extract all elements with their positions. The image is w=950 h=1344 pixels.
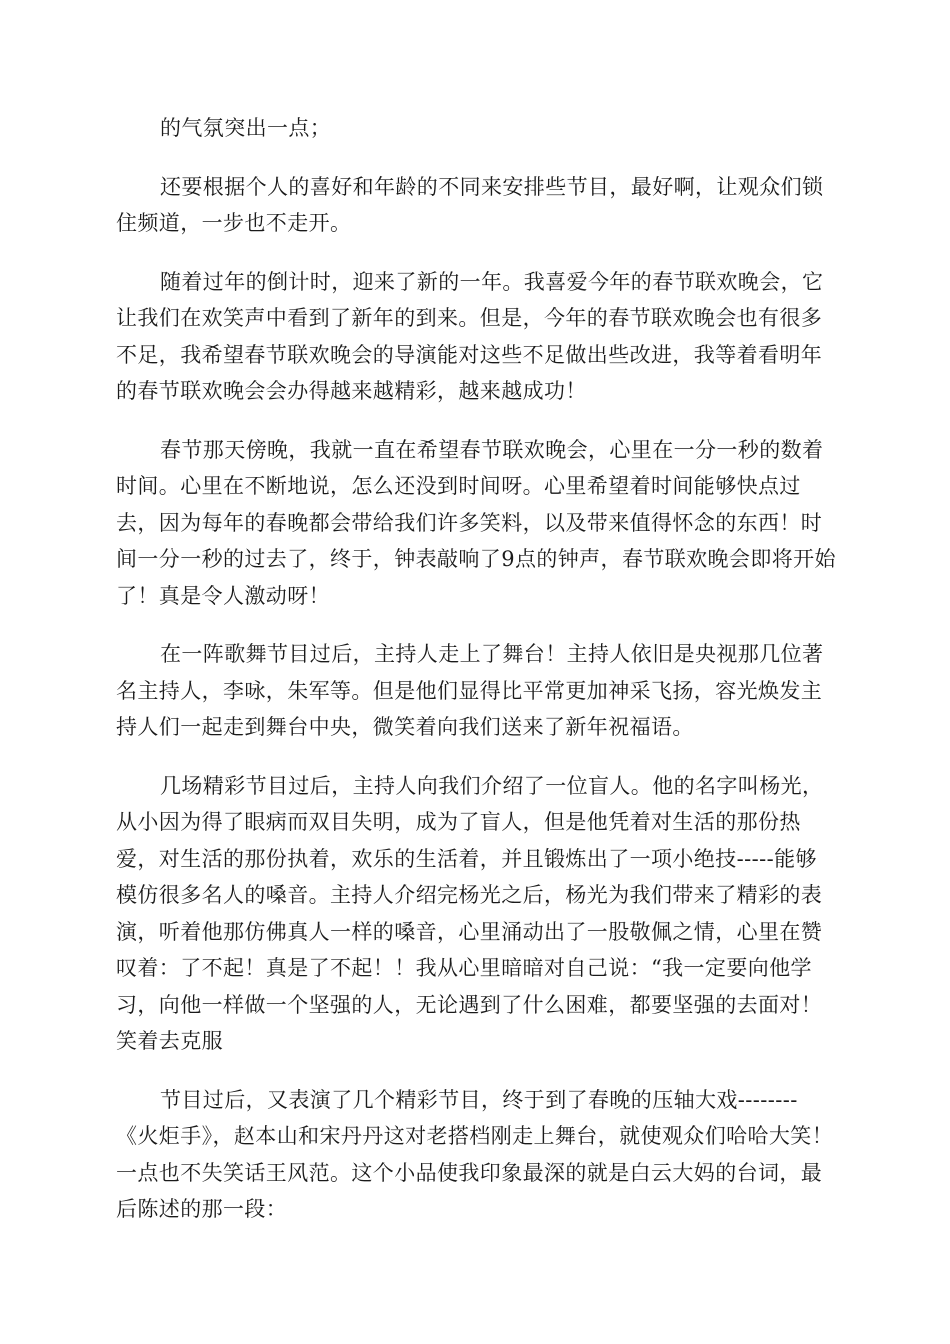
paragraph-3: 随着过年的倒计时，迎来了新的一年。我喜爱今年的春节联欢晚会，它让我们在欢笑声中看到了新年的到来。但是，今年的春节联欢晚会也有很多不足，我希望春节联欢晚会的导演能对这些不足做出些改进，我等着看明年的春节联欢晚会会办得越来越精彩，越来越成功！: [116, 269, 824, 403]
paragraph-2: 还要根据个人的喜好和年龄的不同来安排些节目，最好啊，让观众们锁住频道，一步也不走开。: [116, 174, 824, 235]
paragraph-5: 在一阵歌舞节目过后，主持人走上了舞台！主持人依旧是央视那几位著名主持人，李咏，朱军等。但是他们显得比平常更加神采飞扬，容光焕发主持人们一起走到舞台中央，微笑着向我们送来了新年祝福语。: [116, 642, 824, 739]
paragraph-6: 几场精彩节目过后，主持人向我们介绍了一位盲人。他的名字叫杨光，从小因为得了眼病而双目失明，成为了盲人，但是他凭着对生活的那份热爱，对生活的那份执着，欢乐的生活着，并且锻炼出了一项小绝技-----能够模仿很多名人的嗓音。主持人介绍完杨光之后，杨光为我们带来了精彩的表演，听着他那仿佛真人一样的嗓音，心里涌动出了一股敬佩之情，心里在赞叹着：了不起！真是了不起！！我从心里暗暗对自己说：“我一定要向他学习，向他一样做一个坚强的人，无论遇到了什么困难，都要坚强的去面对！笑着去克服: [116, 773, 824, 1053]
document-body: [116, 110, 836, 1250]
paragraph-1: 的气氛突出一点；: [160, 116, 332, 140]
paragraph-7: 节目过后，又表演了几个精彩节目，终于到了春晚的压轴大戏--------《火炬手》，赵本山和宋丹丹这对老搭档刚走上舞台，就使观众们哈哈大笑！一点也不失笑话王风范。这个小品使我印象最深的就是白云大妈的台词，最后陈述的那一段：: [116, 1087, 834, 1221]
paragraph-4: 春节那天傍晚，我就一直在希望春节联欢晚会，心里在一分一秒的数着时间。心里在不断地说，怎么还没到时间呀。心里希望着时间能够快点过去，因为每年的春晚都会带给我们许多笑料，以及带来值得怀念的东西！时间一分一秒的过去了，终于，钟表敲响了9点的钟声，春节联欢晚会即将开始了！真是令人激动呀！: [116, 437, 836, 608]
